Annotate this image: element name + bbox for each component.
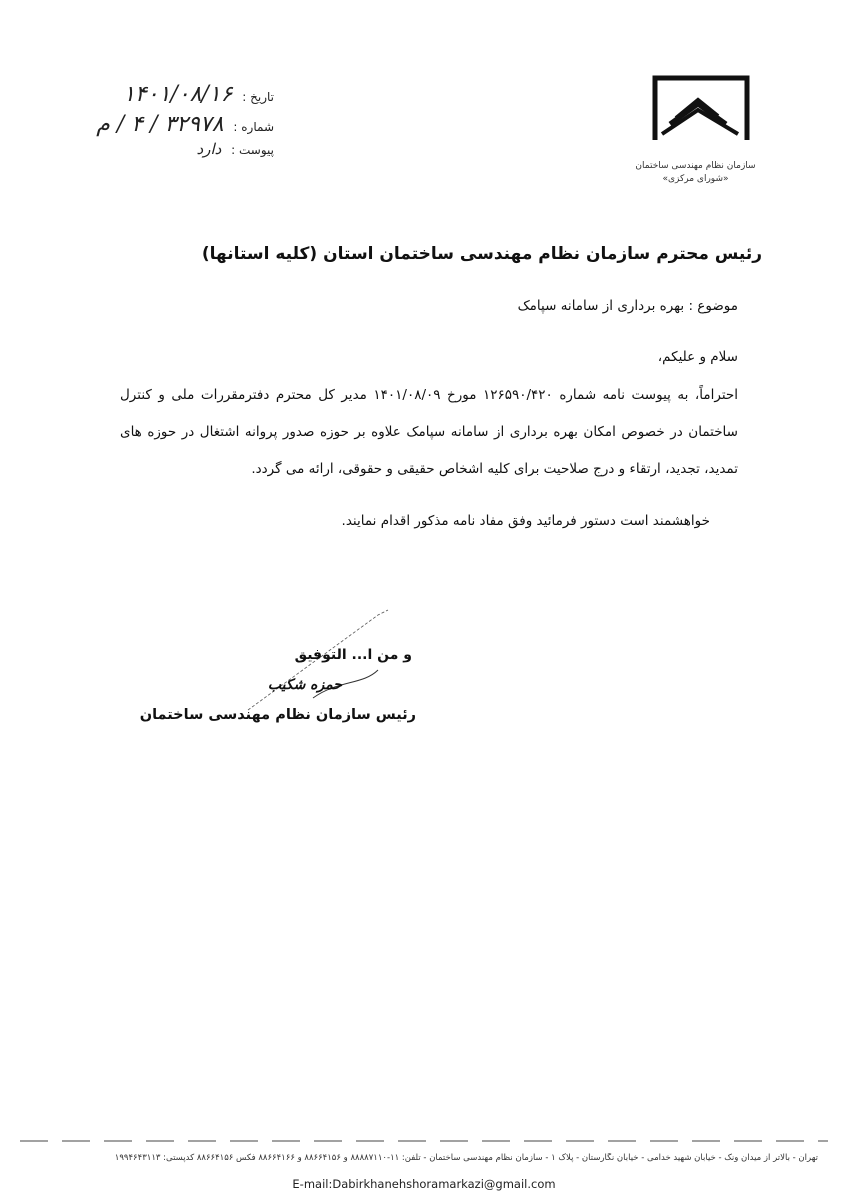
letter-subject: موضوع : بهره برداری از سامانه سپامک xyxy=(517,298,738,314)
signatory-title: رئیس سازمان نظام مهندسی ساختمان xyxy=(139,707,416,723)
attachment-label: پیوست : xyxy=(231,143,274,157)
logo-caption-line2: «شورای مرکزی» xyxy=(662,174,729,184)
attachment-value: دارد xyxy=(196,140,222,158)
attachment-row xyxy=(74,140,274,158)
signature-closing-phrase: و من ا... التوفیق xyxy=(294,647,412,663)
logo-caption-line1: سازمان نظام مهندسی ساختمان xyxy=(635,161,756,171)
letter-closing: خواهشمند است دستور فرمائید وفق مفاد نامه مذکور اقدام نمایند. xyxy=(341,513,710,529)
logo-icon xyxy=(640,72,758,162)
letter-body: احتراماً، به پیوست نامه شماره ۱۲۶۵۹۰/۴۲۰ مورخ ۱۴۰۱/۰۸/۰۹ مدیر کل محترم دفترمقررات ملی و کنترل ساختمان در خصوص امکان بهره برداری از سامانه سپامک علاوه بر حوزه صدور پروانه اشتغال در حوزه های تمدید، تجدید، ارتقاء و درج صلاحیت برای کلیه اشخاص حقیقی و حقوقی، ارائه می گردد. xyxy=(120,387,738,477)
signatory-name: حمزه شکیب xyxy=(267,677,342,693)
date-row xyxy=(74,82,274,107)
footer-email: E-mail:Dabirkhanehshoramarkazi@gmail.com xyxy=(292,1177,556,1191)
number-row xyxy=(74,112,274,137)
footer-divider xyxy=(20,1140,828,1142)
number-label: شماره : xyxy=(233,120,274,134)
letter-greeting: سلام و علیکم، xyxy=(657,349,738,365)
number-value: ۳۲۹۷۸ / ۴ / م xyxy=(96,112,224,137)
logo-caption xyxy=(628,160,763,186)
footer-address: تهران - بالاتر از میدان ونک - خیابان شهید خدامی - خیابان نگارستان - پلاک ۱ - سازمان نظام مهندسی ساختمان - تلفن: ۱۱-۸۸۸۸۷۱۱۰ و ۸۸۶۶۴۱۵۶ و ۸۸۶۶۴۱۶۶ فکس ۸۸۶۶۴۱۵۶ کدپستی: ۱۹۹۴۶۴۳۱۱۳ xyxy=(114,1153,818,1163)
date-value: ۱۴۰۱/۰۸/۱۶ xyxy=(123,82,233,107)
letter-addressee: رئیس محترم سازمان نظام مهندسی ساختمان استان (کلیه استانها) xyxy=(201,244,762,264)
date-label: تاریخ : xyxy=(242,90,274,104)
